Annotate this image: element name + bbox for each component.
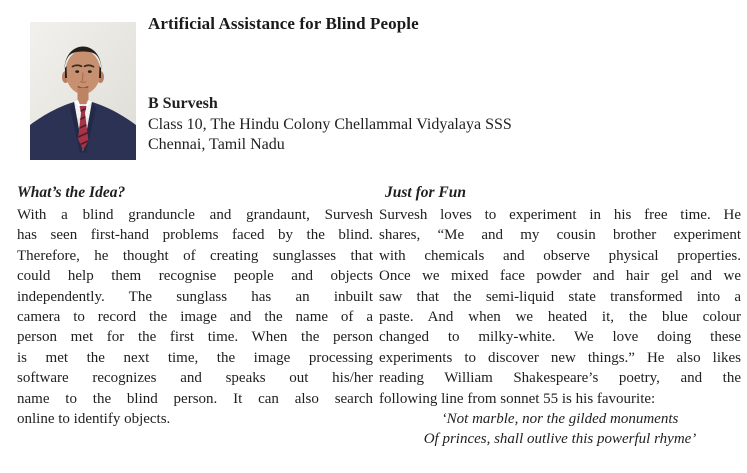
body-line: has seen first-hand problems faced by the blind. [17,227,373,244]
poem-line: Of princes, shall outlive this powerful rhyme’ [423,431,697,448]
column-just-for-fun [379,182,741,450]
body-line: camera to record the image and the name of a [17,309,373,326]
author-block [148,94,512,156]
body-line: could help them recognise people and objects [17,268,373,285]
author-school: Class 10, The Hindu Colony Chellammal Vidyalaya SSS [148,115,512,133]
article-columns [17,182,741,450]
body-line: Therefore, he thought of creating sunglasses that [17,247,373,264]
article-title: Artificial Assistance for Blind People [148,14,419,33]
body-line: is met the next time, the image processing [17,349,373,366]
body-line: With a blind granduncle and grandaunt, Survesh [17,207,373,223]
column-whats-the-idea [17,182,373,450]
poem-quote [379,409,741,450]
student-portrait-illustration [30,22,136,160]
body-line: online to identify objects. [17,411,171,428]
fun-heading: Just for Fun [385,184,466,201]
body-line: saw that the semi-liquid state transformed into a [379,288,741,305]
body-line: Survesh loves to experiment in his free time. He [379,207,741,223]
body-line: name to the blind person. It can also search [17,390,373,407]
author-name: B Survesh [148,95,218,112]
author-city: Chennai, Tamil Nadu [148,136,285,154]
body-line: with chemicals and observe physical properties. [379,247,741,264]
body-line: following line from sonnet 55 is his favourite: [379,390,656,407]
body-line: paste. And when we heated it, the blue colour [379,309,741,326]
body-line: experiments to discover new things.” He also likes [379,349,741,366]
student-photo [30,22,136,160]
body-line: changed to milky-white. We love doing these [379,329,741,346]
body-line: person met for the first time. When the person [17,329,373,346]
body-line: shares, “Me and my cousin brother experiment [379,227,741,244]
idea-heading: What’s the Idea? [17,184,126,201]
body-line: software recognizes and speaks out his/her [17,370,373,387]
poem-line: ‘Not marble, nor the gilded monuments [441,411,679,428]
body-line: independently. The sunglass has an inbuilt [17,288,373,305]
body-line: Once we mixed face powder and hair gel and we [379,268,741,285]
body-line: reading William Shakespeare’s poetry, and the [379,370,741,387]
